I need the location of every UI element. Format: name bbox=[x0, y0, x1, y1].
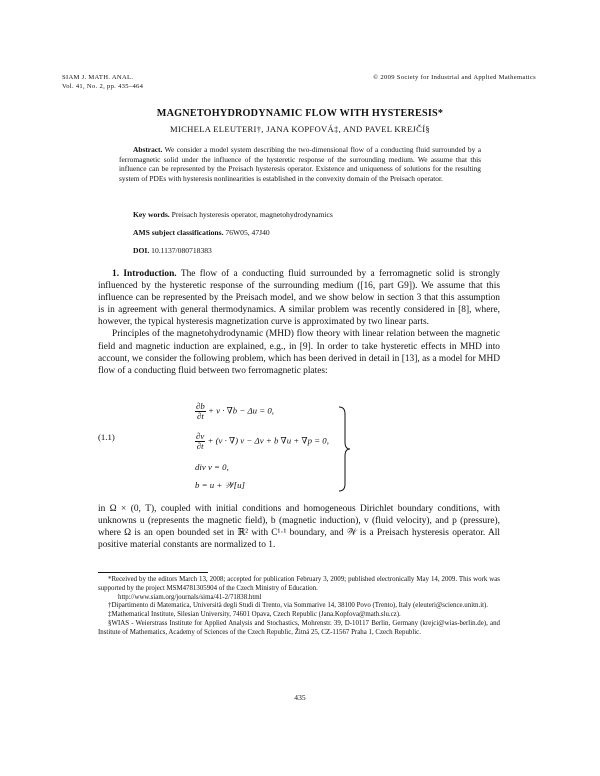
equation-line-4: b = u + 𝒲[u] bbox=[195, 480, 245, 490]
post-equation-text: in Ω × (0, T), coupled with initial conditions and homogeneous Dirichlet boundary conditions, with unknowns u (represents the magnetic field), b (magnetic induction), v (fluid velocity), and p (pressure), where Ω is an open bounded set in ℝ² with C¹·¹ boundary, and 𝒲 is a Preisach hysteresis operator. All positive material constants are normalized to 1. bbox=[98, 504, 500, 551]
right-brace bbox=[337, 406, 351, 492]
footnote-url[interactable]: http://www.siam.org/journals/sima/41-2/71838.html bbox=[118, 593, 262, 601]
abstract bbox=[119, 145, 481, 183]
equation-system bbox=[195, 402, 345, 494]
journal-volume: Vol. 41, No. 2, pp. 435–464 bbox=[62, 83, 144, 90]
footnotes bbox=[98, 576, 500, 638]
eq1-numerator: ∂b bbox=[196, 401, 205, 411]
intro-paragraph-2: Principles of the magnetohydrodynamic (MHD) flow theory with linear relation between the magnetic field and magnetic induction are explained, e.g., in [9]. In order to take hysteretic effects in MHD into account, we consider the following problem, which has been derived in detail in [13], as a model for MHD flow of a conducting fluid between two ferromagnetic plates: bbox=[98, 329, 500, 376]
footnote-affiliation-2: ‡Mathematical Institute, Silesian University, 74601 Opava, Czech Republic (Jana.Kopfova@math.slu.cz). bbox=[108, 611, 401, 619]
doi-label: DOI. bbox=[133, 246, 150, 255]
footnote-affiliation-3: §WIAS - Weierstrass Institute for Applied Analysis and Stochastics, Mohrenstr. 39, D-10117 Berlin, Germany (krejci@wias-berlin.de), and Institute of Mathematics, Academy of Sciences of the Czech Republic, Žitná 25, CZ-11567 Praha 1, Czech Republic. bbox=[98, 619, 500, 636]
keywords-text: Preisach hysteresis operator, magnetohydrodynamics bbox=[171, 210, 333, 219]
equation-number: (1.1) bbox=[98, 432, 115, 442]
intro-paragraph-1 bbox=[98, 268, 500, 328]
equation-line-1 bbox=[195, 402, 345, 426]
copyright-notice: © 2009 Society for Industrial and Applied Mathematics bbox=[373, 74, 536, 81]
ams-classification bbox=[119, 228, 481, 237]
author-list: MICHELA ELEUTERI†, JANA KOPFOVÁ‡, AND PAVEL KREJČÍ§ bbox=[170, 124, 430, 134]
keywords-label: Key words. bbox=[133, 210, 170, 219]
section-introduction bbox=[98, 268, 500, 377]
eq2-numerator: ∂v bbox=[196, 431, 205, 441]
footnote-received: *Received by the editors March 13, 2008; accepted for publication February 3, 2009; published electronically May 14, 2009. This work was supported by the project MSM4781305904 of the Czech Ministry of Education. bbox=[98, 576, 500, 592]
doi-text: 10.1137/080718383 bbox=[151, 246, 212, 255]
doi bbox=[119, 246, 481, 255]
equation-line-2 bbox=[195, 432, 345, 456]
keywords bbox=[119, 210, 481, 219]
ams-label: AMS subject classifications. bbox=[133, 228, 224, 237]
paper-title: MAGNETOHYDRODYNAMIC FLOW WITH HYSTERESIS* bbox=[156, 108, 444, 119]
intro-p1-text: The flow of a conducting fluid surrounded by a ferromagnetic solid is strongly influenced by the hysteretic response of the surrounding medium ([16, part G9]). We assume that this influence can be represented by the Preisach model, and we show below in section 3 that this assumption is in agreement with general thermodynamics. A similar problem was recently considered in [8], where, however, the typical hysteresis magnetization curve is approximated by two linear parts. bbox=[98, 269, 500, 328]
eq2-rest: + (v · ∇) v − Δv + b ∇u + ∇p = 0, bbox=[207, 435, 329, 446]
footnote-affiliation-1: †Dipartimento di Matematica, Università degli Studi di Trento, via Sommarive 14, 38100 Povo (Trento), Italy (eleuteri@science.unitn.it). bbox=[108, 602, 489, 610]
eq1-denominator: ∂t bbox=[196, 411, 204, 421]
abstract-text: We consider a model system describing the two-dimensional flow of a conducting fluid surrounded by a ferromagnetic solid under the influence of the hysteretic response of the surrounding medium. We assume that this influence can be represented by the Preisach hysteresis operator. Existence and uniqueness of solutions for the resulting system of PDEs with hysteresis nonlinearities is established in the convexity domain of the Preisach operator. bbox=[119, 145, 481, 183]
section-heading: 1. Introduction. bbox=[112, 269, 177, 279]
journal-header bbox=[62, 73, 143, 91]
eq2-denominator: ∂t bbox=[196, 441, 204, 451]
page-number: 435 bbox=[294, 693, 306, 702]
ams-text: 76W05, 47J40 bbox=[225, 228, 270, 237]
abstract-label: Abstract. bbox=[133, 145, 163, 154]
equation-line-3: div v = 0, bbox=[195, 462, 229, 472]
journal-name: SIAM J. MATH. ANAL. bbox=[62, 74, 134, 81]
footnote-rule bbox=[98, 572, 208, 573]
eq1-rest: + v · ∇b − Δu = 0, bbox=[207, 405, 274, 416]
